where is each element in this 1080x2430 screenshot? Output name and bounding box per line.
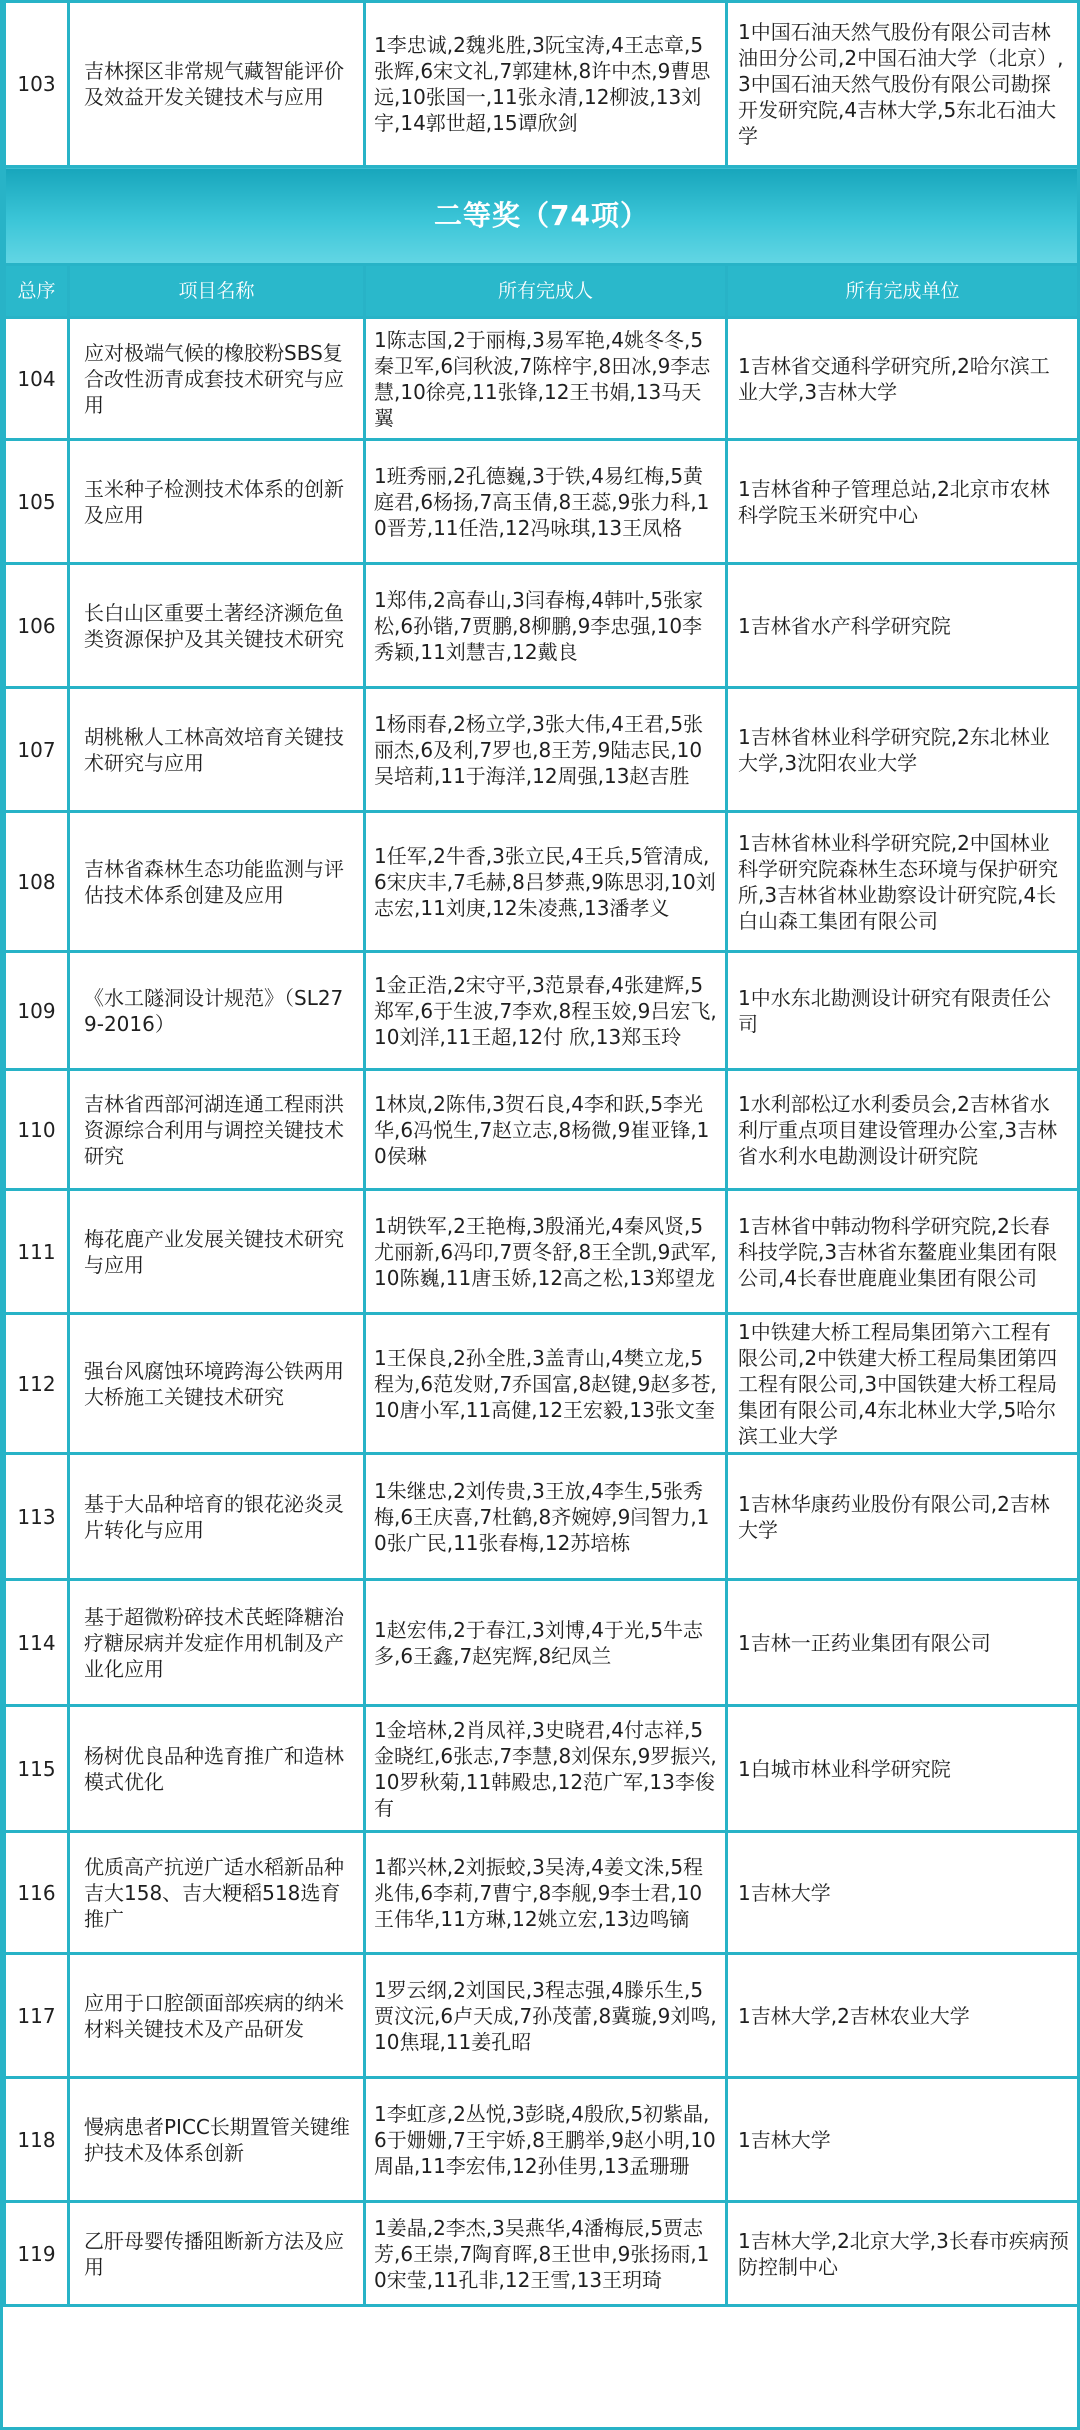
contributors: 1王保良,2孙全胜,3盖青山,4樊立龙,5程为,6范发财,7乔国富,8赵键,9赵多苍,10唐小军,11高健,12王宏毅,13张文奎: [365, 1314, 727, 1454]
table-row: [5, 440, 1079, 564]
institutions: 1吉林大学,2北京大学,3长春市疾病预防控制中心: [727, 2202, 1079, 2306]
row-number: 107: [5, 688, 69, 812]
table-row: [5, 812, 1079, 952]
row-number: 108: [5, 812, 69, 952]
table-row: [5, 952, 1079, 1070]
contributors: 1林岚,2陈伟,3贺石良,4李和跃,5李光华,6冯悦生,7赵立志,8杨微,9崔亚锋,10侯琳: [365, 1070, 727, 1190]
table-row: [5, 1070, 1079, 1190]
row-number: 117: [5, 1954, 69, 2078]
project-name: 基于大品种培育的银花泌炎灵片转化与应用: [69, 1454, 365, 1580]
institutions: 1吉林省林业科学研究院,2中国林业科学研究院森林生态环境与保护研究所,3吉林省林业勘察设计研究院,4长白山森工集团有限公司: [727, 812, 1079, 952]
table-row: [5, 564, 1079, 688]
contributors: 1李虹彦,2丛悦,3彭晓,4殷欣,5初紫晶,6于姗姗,7王宇娇,8王鹏举,9赵小明,10周晶,11李宏伟,12孙佳男,13孟珊珊: [365, 2078, 727, 2202]
institutions: 1白城市林业科学研究院: [727, 1706, 1079, 1832]
project-name: 梅花鹿产业发展关键技术研究与应用: [69, 1190, 365, 1314]
project-name: 优质高产抗逆广适水稻新品种吉大158、吉大粳稻518选育推广: [69, 1832, 365, 1954]
table-row: [5, 1580, 1079, 1706]
project-name: 基于超微粉碎技术芪蛭降糖治疗糖尿病并发症作用机制及产业化应用: [69, 1580, 365, 1706]
row-number: 111: [5, 1190, 69, 1314]
table-row: [5, 2, 1079, 167]
header-number: 总序: [5, 265, 69, 318]
table-row: [5, 1314, 1079, 1454]
institutions: 1吉林省林业科学研究院,2东北林业大学,3沈阳农业大学: [727, 688, 1079, 812]
institutions: 1吉林省水产科学研究院: [727, 564, 1079, 688]
institutions: 1中国石油天然气股份有限公司吉林油田分公司,2中国石油大学（北京）,3中国石油天然气股份有限公司勘探开发研究院,4吉林大学,5东北石油大学: [727, 2, 1079, 167]
contributors: 1都兴林,2刘振蛟,3吴涛,4姜文洙,5程兆伟,6李莉,7曹宁,8李舰,9李士君,10王伟华,11方琳,12姚立宏,13边鸣镝: [365, 1832, 727, 1954]
row-number: 105: [5, 440, 69, 564]
table-row: [5, 1190, 1079, 1314]
project-name: 吉林省森林生态功能监测与评估技术体系创建及应用: [69, 812, 365, 952]
project-name: 胡桃楸人工林高效培育关键技术研究与应用: [69, 688, 365, 812]
institutions: 1吉林大学: [727, 1832, 1079, 1954]
row-number: 106: [5, 564, 69, 688]
contributors: 1郑伟,2高春山,3闫春梅,4韩叶,5张家松,6孙锴,7贾鹏,8柳鹏,9李忠强,10李秀颖,11刘慧吉,12戴良: [365, 564, 727, 688]
project-name: 长白山区重要土著经济濒危鱼类资源保护及其关键技术研究: [69, 564, 365, 688]
contributors: 1姜晶,2李杰,3吴燕华,4潘梅辰,5贾志芳,6王崇,7陶育晖,8王世申,9张扬雨,10宋莹,11孔非,12王雪,13王玥琦: [365, 2202, 727, 2306]
header-project: 项目名称: [69, 265, 365, 318]
institutions: 1吉林华康药业股份有限公司,2吉林大学: [727, 1454, 1079, 1580]
institutions: 1水利部松辽水利委员会,2吉林省水利厅重点项目建设管理办公室,3吉林省水利水电勘测设计研究院: [727, 1070, 1079, 1190]
contributors: 1罗云纲,2刘国民,3程志强,4滕乐生,5贾汶沅,6卢天成,7孙茂蕾,8冀璇,9刘鸣,10焦琨,11姜孔昭: [365, 1954, 727, 2078]
project-name: 强台风腐蚀环境跨海公铁两用大桥施工关键技术研究: [69, 1314, 365, 1454]
project-name: 应用于口腔颌面部疾病的纳米材料关键技术及产品研发: [69, 1954, 365, 2078]
table-row: [5, 1706, 1079, 1832]
contributors: 1杨雨春,2杨立学,3张大伟,4王君,5张丽杰,6及利,7罗也,8王芳,9陆志民,10吴培莉,11于海洋,12周强,13赵吉胜: [365, 688, 727, 812]
row-number: 115: [5, 1706, 69, 1832]
table-row: [5, 688, 1079, 812]
institutions: 1吉林一正药业集团有限公司: [727, 1580, 1079, 1706]
contributors: 1赵宏伟,2于春江,3刘博,4于光,5牛志多,6王鑫,7赵宪辉,8纪凤兰: [365, 1580, 727, 1706]
contributors: 1金培林,2肖凤祥,3史晓君,4付志祥,5金晓红,6张志,7李慧,8刘保东,9罗振兴,10罗秋菊,11韩殿忠,12范广军,13李俊有: [365, 1706, 727, 1832]
institutions: 1中铁建大桥工程局集团第六工程有限公司,2中铁建大桥工程局集团第四工程有限公司,3中国铁建大桥工程局集团有限公司,4东北林业大学,5哈尔滨工业大学: [727, 1314, 1079, 1454]
institutions: 1吉林大学,2吉林农业大学: [727, 1954, 1079, 2078]
institutions: 1吉林省中韩动物科学研究院,2长春科技学院,3吉林省东鳌鹿业集团有限公司,4长春世鹿鹿业集团有限公司: [727, 1190, 1079, 1314]
project-name: 乙肝母婴传播阻断新方法及应用: [69, 2202, 365, 2306]
section-title: 二等奖（74项）: [434, 198, 649, 232]
contributors: 1陈志国,2于丽梅,3易军艳,4姚冬冬,5秦卫军,6闫秋波,7陈梓宇,8田冰,9李志慧,10徐亮,11张锋,12王书娟,13马天翼: [365, 318, 727, 440]
project-name: 杨树优良品种选育推广和造林模式优化: [69, 1706, 365, 1832]
project-name: 应对极端气候的橡胶粉SBS复合改性沥青成套技术研究与应用: [69, 318, 365, 440]
table-row: [5, 318, 1079, 440]
row-number: 103: [5, 2, 69, 167]
row-number: 113: [5, 1454, 69, 1580]
project-name: 《水工隧洞设计规范》（SL279-2016）: [69, 952, 365, 1070]
row-number: 104: [5, 318, 69, 440]
project-name: 慢病患者PICC长期置管关键维护技术及体系创新: [69, 2078, 365, 2202]
contributors: 1金正浩,2宋守平,3范景春,4张建辉,5郑军,6于生波,7李欢,8程玉姣,9吕宏飞,10刘洋,11王超,12付 欣,13郑玉玲: [365, 952, 727, 1070]
award-table: [3, 0, 1080, 2307]
table-row: [5, 2202, 1079, 2306]
table-row: [5, 1454, 1079, 1580]
project-name: 吉林省西部河湖连通工程雨洪资源综合利用与调控关键技术研究: [69, 1070, 365, 1190]
institutions: 1吉林省种子管理总站,2北京市农林科学院玉米研究中心: [727, 440, 1079, 564]
project-name: 玉米种子检测技术体系的创新及应用: [69, 440, 365, 564]
header-people: 所有完成人: [365, 265, 727, 318]
table-header: [5, 265, 1079, 318]
institutions: 1吉林大学: [727, 2078, 1079, 2202]
header-units: 所有完成单位: [727, 265, 1079, 318]
contributors: 1胡铁军,2王艳梅,3殷涌光,4秦风贤,5尤丽新,6冯印,7贾冬舒,8王全凯,9武军,10陈巍,11唐玉娇,12高之松,13郑望龙: [365, 1190, 727, 1314]
section-banner: [5, 167, 1079, 265]
contributors: 1任军,2牛香,3张立民,4王兵,5管清成,6宋庆丰,7毛赫,8吕梦燕,9陈思羽,10刘志宏,11刘庚,12朱凌燕,13潘孝义: [365, 812, 727, 952]
row-number: 114: [5, 1580, 69, 1706]
table-row: [5, 1832, 1079, 1954]
row-number: 119: [5, 2202, 69, 2306]
row-number: 110: [5, 1070, 69, 1190]
project-name: 吉林探区非常规气藏智能评价及效益开发关键技术与应用: [69, 2, 365, 167]
institutions: 1吉林省交通科学研究所,2哈尔滨工业大学,3吉林大学: [727, 318, 1079, 440]
table-row: [5, 2078, 1079, 2202]
contributors: 1班秀丽,2孔德巍,3于铁,4易红梅,5黄庭君,6杨扬,7高玉倩,8王蕊,9张力科,10晋芳,11任浩,12冯咏琪,13王凤格: [365, 440, 727, 564]
contributors: 1李忠诚,2魏兆胜,3阮宝涛,4王志章,5张辉,6宋文礼,7郭建林,8许中杰,9曹思远,10张国一,11张永清,12柳波,13刘宇,14郭世超,15谭欣剑: [365, 2, 727, 167]
contributors: 1朱继忠,2刘传贵,3王放,4李生,5张秀梅,6王庆喜,7杜鹤,8齐婉婷,9闫智力,10张广民,11张春梅,12苏培栋: [365, 1454, 727, 1580]
table-row: [5, 1954, 1079, 2078]
row-number: 112: [5, 1314, 69, 1454]
institutions: 1中水东北勘测设计研究有限责任公司: [727, 952, 1079, 1070]
row-number: 109: [5, 952, 69, 1070]
row-number: 116: [5, 1832, 69, 1954]
row-number: 118: [5, 2078, 69, 2202]
